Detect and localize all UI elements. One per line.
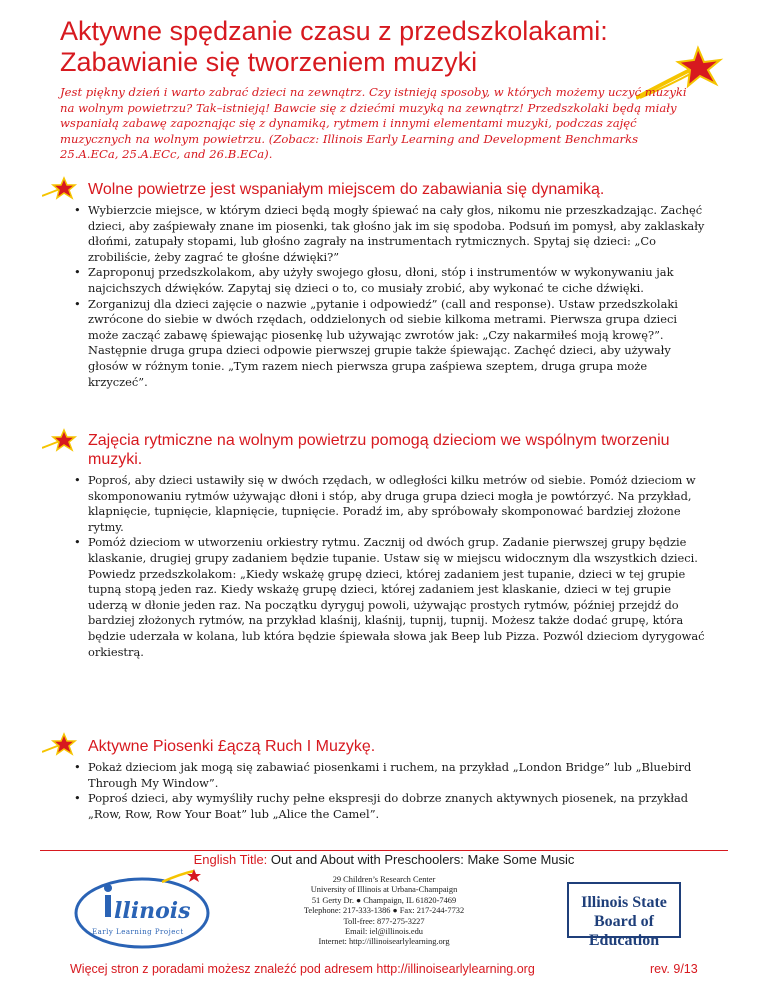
contact-line: University of Illinois at Urbana-Champaign xyxy=(310,885,458,895)
contact-line: Telephone: 217-333-1386 ● Fax: 217-244-7732 xyxy=(303,906,465,916)
star-bullet-icon xyxy=(42,176,78,202)
title-line-2: Zabawianie się tworzeniem muzyki xyxy=(60,47,478,77)
isbe-logo xyxy=(567,882,681,949)
star-bullet-icon xyxy=(42,428,78,454)
contact-line: 51 Gerty Dr. ● Champaign, IL 61820-7469 xyxy=(311,895,457,905)
section-dynamics xyxy=(60,180,710,390)
iel-logo-graphic xyxy=(70,868,235,950)
star-bullet-icon xyxy=(42,732,78,758)
bullet-list xyxy=(60,473,710,660)
list-item: • Wybierzcie miejsce, w którym dzieci będą mogły śpiewać na cały głos, nikomu nie przeszkadzając. Zachęć dzieci, aby zaśpiewały znane im piosenki, tak głośno jak im się spodoba. Podsuń im pomysł, aby zaklaskały dłońmi, zatupały stopami, lub głośno zagrały na instrumentach rytmicznych. Spytaj się dzieci: „Co zrobiliście, żeby zagrać te głośne dźwięki?” xyxy=(74,203,710,265)
contact-line: 29 Children’s Research Center xyxy=(332,875,436,884)
english-title-text: Out and About with Preschoolers: Make Some Music xyxy=(270,852,575,867)
section-rhythm xyxy=(60,431,710,660)
iel-logo xyxy=(70,868,235,950)
isbe-line-1: Illinois State xyxy=(581,894,667,911)
logo-wordmark: llinois xyxy=(114,898,191,924)
english-title xyxy=(0,852,768,867)
list-item: • Pokaż dzieciom jak mogą się zabawiać piosenkami i ruchem, na przykład „London Bridge” lub „Bluebird Through My Window”. xyxy=(74,760,710,791)
list-item: • Poproś, aby dzieci ustawiły się w dwóch rzędach, w odległości kilku metrów od siebie. Pomóż dzieciom w skomponowaniu rytmów używając dłoni i stóp, aby druga grupa dzieci mogła je powtórzyć. Na przykład, klapnięcie, tupnięcie, klapnięcie, tupnięcie. Poradź im, aby spróbowały skomponować bardziej złożone rytmy. xyxy=(74,473,710,535)
footer-divider xyxy=(40,850,728,851)
section-title: Zajęcia rytmiczne na wolnym powietrzu pomogą dzieciom we wspólnym tworzeniu muzyki. xyxy=(88,432,670,468)
list-item: • Zaproponuj przedszkolakom, aby użyły swojego głosu, dłoni, stóp i instrumentów w wykonywaniu jak najcichszych dźwięków. Zapytaj się dzieci o to, co musiały zrobić, aby wykonać te ciche dźwięki. xyxy=(74,265,710,296)
isbe-line-2: Board of Education xyxy=(588,913,660,949)
section-title: Aktywne Piosenki £ączą Ruch I Muzykę. xyxy=(88,738,376,755)
list-item: • Pomóż dzieciom w utworzeniu orkiestry rytmu. Zacznij od dwóch grup. Zadanie pierwszej grupy będzie klaskanie, drugiej grupy zadaniem będzie tupanie. Ustaw się w miejscu widocznym dla wszystkich dzieci. Powiedz przedszkolakom: „Kiedy wskażę grupę dzieci, której zadaniem jest tupanie, dzieci w tej grupie tupną stopą jeden raz. Kiedy wskażę grupę dzieci, której zadaniem jest klaskanie, dzieci w tej grupie uderzą w dłonie jeden raz. Na początku dyryguj powoli, używając prostych rytmów, później przejdź do bardziej złożonych rytmów, na przykład klaśnij, klaśnij, tupnij, tupnij. Możesz także dodać grupę, która będzie uderzała w kolana, lub która będzie śpiewała słowa jak Beep lub Pizza. Pozwól dzieciom dyrygować orkiestrą. xyxy=(74,535,710,660)
section-songs xyxy=(60,737,710,822)
title-line-1: Aktywne spędzanie czasu z przedszkolakami: xyxy=(60,16,608,46)
bullet-list xyxy=(60,760,710,822)
contact-info xyxy=(240,875,528,948)
contact-line: Toll-free: 877-275-3227 xyxy=(343,916,425,926)
intro-text: Jest piękny dzień i warto zabrać dzieci na zewnątrz. Czy istnieją sposoby, w których możemy uczyć muzyki na wolnym powietrzu? Tak–istnieją! Bawcie się z dziećmi muzyką na zewnątrz! Przedszkolaki będą miały wspaniałą zabawę zapoznając się z dynamiką, rytmem i innymi elementami muzyki, podczas zajęć muzycznych na wolnym powietrzu. (Zobacz: Illinois Early Learning and Development Benchmarks 25.A.ECa, 25.A.ECc, and 26.B.ECa). xyxy=(60,85,687,161)
english-title-label: English Title: xyxy=(193,852,268,867)
list-item: • Poproś dzieci, aby wymyśliły ruchy pełne ekspresji do dobrze znanych aktywnych piosenek, na przykład „Row, Row, Row Your Boat” lub „Alice the Camel”. xyxy=(74,791,710,822)
contact-line: Email: iel@illinois.edu xyxy=(345,927,423,937)
page-title xyxy=(60,16,700,78)
more-info-text: Więcej stron z poradami możesz znaleźć pod adresem http://illinoisearlylearning.org xyxy=(70,962,535,976)
list-item: • Zorganizuj dla dzieci zajęcie o nazwie „pytanie i odpowiedź” (call and response). Ustaw przedszkolaki zwrócone do siebie w dwóch rzędach, oddzielonych od siebie kilkoma metrami. Pierwsza grupa dzieci może zacząć zabawę śpiewając piosenkę lub używając zwrotów jak: „Czy nakarmiłeś moją krowę?”. Następnie druga grupa dzieci odpowie pierwszej grupie także śpiewając. Zachęć dzieci, aby używały głosów w różnym tonie. „Tym razem niech pierwsza grupa zaśpiewa szeptem, druga grupa może krzyczeć”. xyxy=(74,297,710,391)
section-title: Wolne powietrze jest wspaniałym miejscem do zabawiania się dynamiką. xyxy=(88,181,605,198)
contact-line: Internet: http://illinoisearlylearning.org xyxy=(318,937,450,947)
revision-date: rev. 9/13 xyxy=(650,962,698,976)
bullet-list xyxy=(60,203,710,390)
logo-subtitle: Early Learning Project xyxy=(92,928,184,936)
